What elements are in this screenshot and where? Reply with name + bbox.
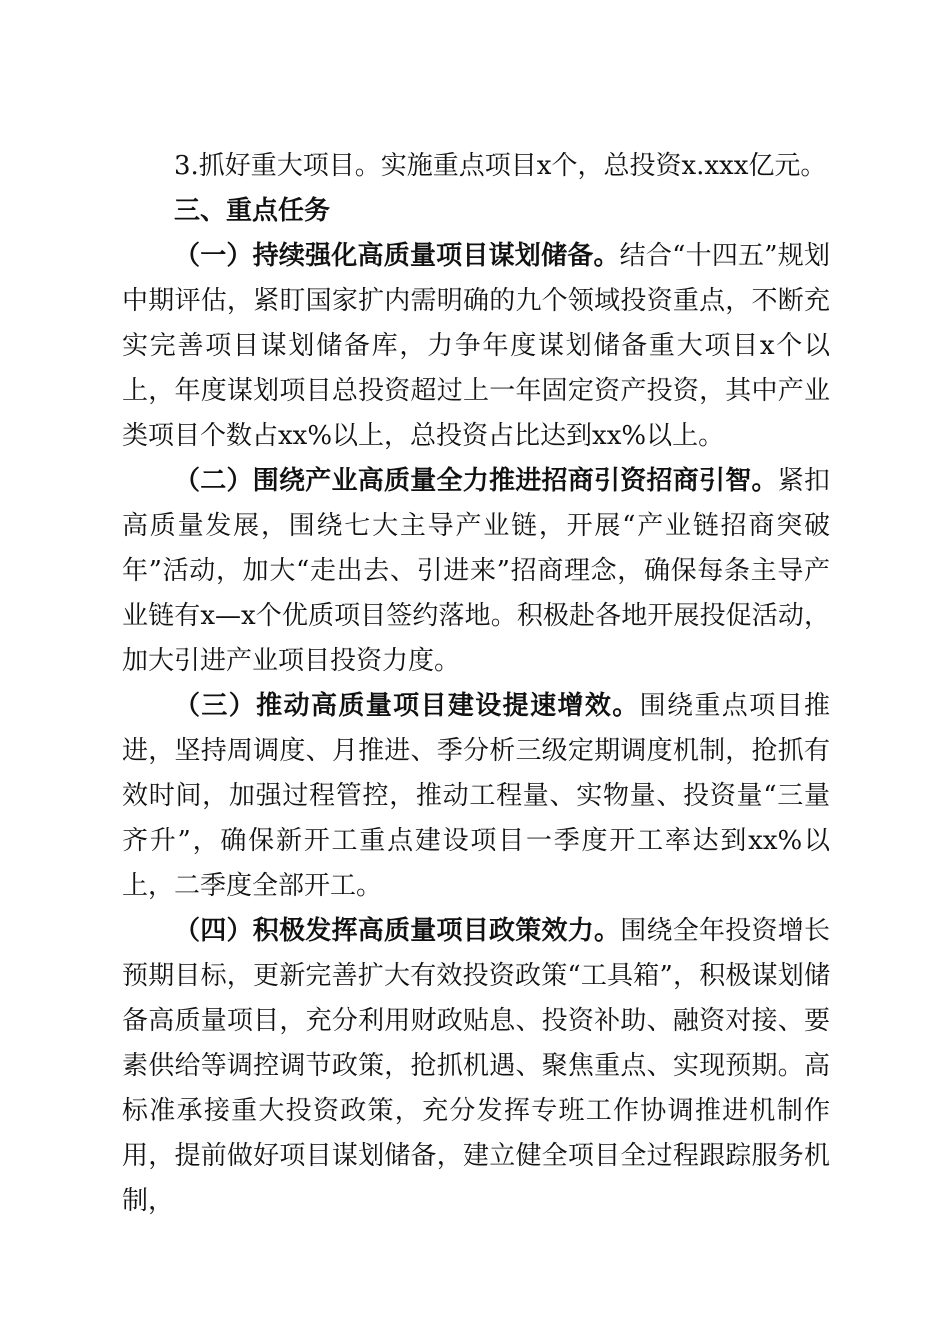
task-4-paragraph — [122, 909, 830, 1224]
section-title: 三、重点任务 — [174, 196, 331, 226]
task-4-body: 围绕全年投资增长预期目标，更新完善扩大有效投资政策“工具箱”，积极谋划储备高质量项目，充分利用财政贴息、投资补助、融资对接、要素供给等调控调节政策，抢抓机遇、聚焦重点、实现预期。高标准承接重大投资政策，充分发挥专班工作协调推进机制作用，提前做好项目谋划储备，建立健全项目全过程跟踪服务机制， — [122, 916, 830, 1216]
document-body — [122, 144, 830, 1224]
task-2-lead: （二）围绕产业高质量全力推进招商引资招商引智。 — [174, 466, 778, 496]
task-3-body: 围绕重点项目推进，坚持周调度、月推进、季分析三级定期调度机制，抢抓有效时间，加强过程管控，推动工程量、实物量、投资量“三量齐升”，确保新开工重点建设项目一季度开工率达到xx%以上，二季度全部开工。 — [122, 691, 830, 901]
task-1-paragraph — [122, 234, 830, 459]
task-2-paragraph — [122, 459, 830, 684]
task-3-lead: （三）推动高质量项目建设提速增效。 — [174, 691, 640, 721]
task-3-paragraph — [122, 684, 830, 909]
task-4-lead: （四）积极发挥高质量项目政策效力。 — [174, 916, 621, 946]
task-1-body: 结合“十四五”规划中期评估，紧盯国家扩内需明确的九个领域投资重点，不断充实完善项目谋划储备库，力争年度谋划储备重大项目x个以上，年度谋划项目总投资超过上一年固定资产投资，其中产业类项目个数占xx%以上，总投资占比达到xx%以上。 — [122, 241, 830, 451]
task-1-lead: （一）持续强化高质量项目谋划储备。 — [174, 241, 620, 271]
item-3-paragraph: 3.抓好重大项目。实施重点项目x个，总投资x.xxx亿元。 — [174, 151, 827, 181]
task-2-body: 紧扣高质量发展，围绕七大主导产业链，开展“产业链招商突破年”活动，加大“走出去、引进来”招商理念，确保每条主导产业链有x—x个优质项目签约落地。积极赴各地开展投促活动，加大引进产业项目投资力度。 — [122, 466, 830, 676]
